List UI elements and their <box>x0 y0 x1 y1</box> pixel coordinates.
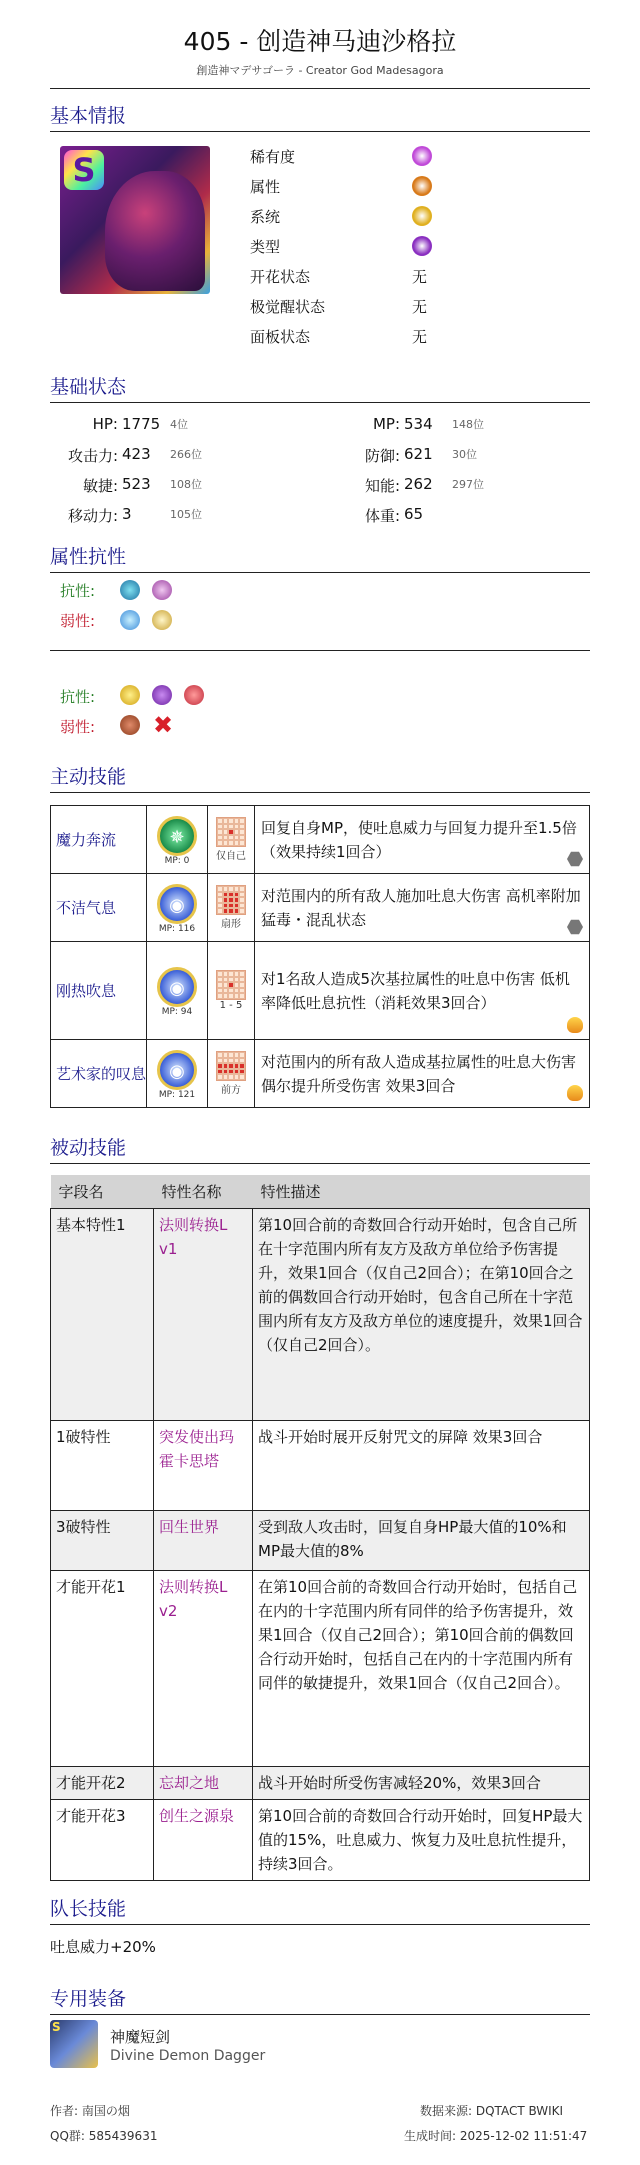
stat-rank: 30位 <box>452 448 477 461</box>
stat-rank: 4位 <box>170 418 188 431</box>
skill-range-cell <box>208 806 255 874</box>
hexagon-tag-icon <box>567 919 583 935</box>
stat-label: 敏捷: <box>82 477 118 495</box>
passive-name: 创生之源泉 <box>154 1800 253 1881</box>
skill-mp-cost: MP: 0 <box>164 855 190 866</box>
skill-orb-icon <box>157 884 197 924</box>
dragon-image <box>105 171 205 291</box>
rarity-badge: S <box>64 150 104 190</box>
passive-header-row <box>51 1175 590 1209</box>
hexagon-tag-icon <box>567 851 583 867</box>
skill-range-cell <box>208 942 255 1040</box>
status-resist-label: 抗性: <box>60 688 96 706</box>
skill-glyph-icon: ◉ <box>169 1060 185 1082</box>
skill-description-cell <box>255 1040 590 1108</box>
col-header-desc: 特性描述 <box>253 1175 590 1209</box>
passive-desc: 第10回合前的奇数回合行动开始时，回复HP最大值的15%，吐息威力、恢复力及吐息抗性提升，持续3回合。 <box>253 1800 590 1881</box>
section-active-skills: 主动技能 <box>50 762 590 793</box>
type-icon <box>412 236 432 256</box>
skill-name: 刚热吹息 <box>51 942 147 1040</box>
skill-mp-cost: MP: 94 <box>161 1006 193 1017</box>
info-label: 稀有度 <box>250 148 296 166</box>
skill-icon-cell <box>147 874 208 942</box>
info-value <box>412 206 432 230</box>
skill-name: 魔力奔流 <box>51 806 147 874</box>
section-equipment: 专用装备 <box>50 1984 590 2015</box>
skill-glyph-icon: ◉ <box>169 894 185 916</box>
range-grid-icon <box>216 1051 246 1081</box>
active-skill-row <box>51 806 590 874</box>
passive-field: 才能开花2 <box>51 1767 154 1800</box>
active-skills-table <box>50 805 590 1108</box>
stat-rank: 148位 <box>452 418 484 431</box>
skill-glyph-icon: ◉ <box>169 977 185 999</box>
stat-rank: 266位 <box>170 448 202 461</box>
rarity-s-icon <box>412 146 432 166</box>
stat-label: HP: <box>92 415 118 433</box>
seal-icon: ✖ <box>152 711 174 739</box>
stat-label: 体重: <box>364 507 400 525</box>
info-value <box>412 236 432 260</box>
footer-source: 数据来源: DQTACT BWIKI <box>420 2104 564 2118</box>
equipment-rarity-badge: S <box>52 2020 61 2034</box>
ice-icon <box>120 610 140 630</box>
skill-description: 对1名敌人造成5次基拉属性的吐息中伤害 低机率降低吐息抗性（消耗效果3回合） <box>261 969 570 1012</box>
skill-range-cell <box>208 874 255 942</box>
passive-name: 忘却之地 <box>154 1767 253 1800</box>
monster-portrait <box>60 146 210 294</box>
section-basic-status: 基础状态 <box>50 372 590 403</box>
stat-value: 262 <box>404 475 433 493</box>
section-basic-info: 基本情报 <box>50 101 590 132</box>
skill-orb-icon <box>157 967 197 1007</box>
passive-desc: 战斗开始时所受伤害减轻20%，效果3回合 <box>253 1767 590 1800</box>
skill-name: 不洁气息 <box>51 874 147 942</box>
range-grid-icon <box>216 817 246 847</box>
skill-range-label: 仅自己 <box>216 851 246 862</box>
footer-time: 生成时间: 2025-12-02 11:51:47 <box>404 2129 588 2143</box>
stat-label: 知能: <box>364 477 400 495</box>
section-passive-skills: 被动技能 <box>50 1133 590 1164</box>
passive-field: 3破特性 <box>51 1511 154 1571</box>
skill-icon-cell <box>147 1040 208 1108</box>
light-icon <box>152 610 172 630</box>
stat-label: 防御: <box>364 447 400 465</box>
info-value <box>412 146 432 170</box>
stat-value: 621 <box>404 445 433 463</box>
skill-mp-cost: MP: 116 <box>158 923 196 934</box>
equipment-name-en: Divine Demon Dagger <box>110 2048 266 2064</box>
skill-orb-icon <box>157 816 197 856</box>
passive-name: 回生世界 <box>154 1511 253 1571</box>
section-leader-skill: 队长技能 <box>50 1894 590 1925</box>
stat-value: 534 <box>404 415 433 433</box>
stat-value: 65 <box>404 505 424 523</box>
dagger-icon <box>50 2020 98 2068</box>
fire-tag-icon <box>567 1085 583 1101</box>
leader-skill-text: 吐息威力+20% <box>50 1938 156 1956</box>
skill-range-label: 前方 <box>221 1085 241 1096</box>
page-title: 405 - 创造神马迪沙格拉 <box>183 27 457 56</box>
skill-orb-icon <box>157 1050 197 1090</box>
active-skill-row <box>51 942 590 1040</box>
skill-range-cell <box>208 1040 255 1108</box>
section-element-resist: 属性抗性 <box>50 542 590 573</box>
page-subtitle: 創造神マデサゴーラ - Creator God Madesagora <box>196 64 444 77</box>
info-value: 无 <box>412 298 428 316</box>
skill-name: 艺术家的叹息 <box>51 1040 147 1108</box>
info-label: 开花状态 <box>250 268 311 286</box>
stat-rank: 105位 <box>170 508 202 521</box>
skill-description-cell <box>255 874 590 942</box>
info-value: 无 <box>412 268 428 286</box>
water-drop-icon <box>120 580 140 600</box>
charm-icon <box>184 685 204 705</box>
info-value <box>412 176 432 200</box>
passive-field: 基本特性1 <box>51 1209 154 1421</box>
passive-name: 法则转换L v2 <box>154 1571 253 1767</box>
passive-skill-row <box>51 1511 590 1571</box>
stat-rank: 297位 <box>452 478 484 491</box>
wind-icon <box>152 580 172 600</box>
stat-label: MP: <box>372 415 400 433</box>
confuse-icon <box>120 685 140 705</box>
skill-description: 回复自身MP，使吐息威力与回复力提升至1.5倍（效果持续1回合） <box>261 818 577 861</box>
stat-value: 523 <box>122 475 151 493</box>
stat-label: 移动力: <box>67 507 118 525</box>
stun-icon <box>120 715 140 735</box>
passive-field: 1破特性 <box>51 1421 154 1511</box>
passive-skill-row <box>51 1421 590 1511</box>
active-skill-row <box>51 874 590 942</box>
title-divider <box>50 88 590 89</box>
range-grid-icon <box>216 885 246 915</box>
stat-value: 423 <box>122 445 151 463</box>
footer-author: 作者: 南国の烟 <box>50 2104 130 2118</box>
range-grid-icon <box>216 970 246 1000</box>
passive-name: 法则转换L v1 <box>154 1209 253 1421</box>
skill-icon-cell <box>147 942 208 1040</box>
info-label: 面板状态 <box>250 328 311 346</box>
element-weak-label: 弱性: <box>60 612 96 630</box>
skill-description-cell <box>255 942 590 1040</box>
info-value: 无 <box>412 328 428 346</box>
skill-description: 对范围内的所有敌人造成基拉属性的吐息大伤害 偶尔提升所受伤害 效果3回合 <box>261 1052 577 1095</box>
passive-desc: 战斗开始时展开反射咒文的屏障 效果3回合 <box>253 1421 590 1511</box>
passive-field: 才能开花3 <box>51 1800 154 1881</box>
stat-value: 3 <box>122 505 132 523</box>
element-icon <box>412 176 432 196</box>
stat-label: 攻击力: <box>67 447 118 465</box>
system-icon <box>412 206 432 226</box>
passive-skill-row <box>51 1571 590 1767</box>
passive-name: 突发使出玛霍卡思塔 <box>154 1421 253 1511</box>
passive-desc: 第10回合前的奇数回合行动开始时，包含自己所在十字范围内所有友方及敌方单位给予伤害提升，效果1回合（仅自己2回合）；在第10回合之前的偶数回合行动开始时，包含自己所在十字范围内所有友方及敌方单位的速度提升，效果1回合（仅自己2回合）。 <box>253 1209 590 1421</box>
passive-skill-row <box>51 1767 590 1800</box>
skill-description-cell <box>255 806 590 874</box>
passive-skill-row <box>51 1800 590 1881</box>
info-label: 系统 <box>250 208 281 226</box>
section-status-resist <box>50 647 590 651</box>
stat-value: 1775 <box>122 415 161 433</box>
skill-mp-cost: MP: 121 <box>158 1089 196 1100</box>
footer-qq: QQ群: 585439631 <box>50 2129 158 2143</box>
passive-field: 才能开花1 <box>51 1571 154 1767</box>
skill-glyph-icon: ✵ <box>169 826 185 848</box>
info-label: 类型 <box>250 238 281 256</box>
fire-tag-icon <box>567 1017 583 1033</box>
col-header-name: 特性名称 <box>154 1175 253 1209</box>
skill-range-label: 1 - 5 <box>219 1000 243 1011</box>
equipment-name: 神魔短剑 <box>110 2028 171 2046</box>
skill-icon-cell <box>147 806 208 874</box>
active-skill-row <box>51 1040 590 1108</box>
skill-range-label: 扇形 <box>221 919 241 930</box>
passive-skill-row <box>51 1209 590 1421</box>
element-resist-label: 抗性: <box>60 582 96 600</box>
poison-icon <box>152 685 172 705</box>
passive-desc: 受到敌人攻击时，回复自身HP最大值的10%和MP最大值的8% <box>253 1511 590 1571</box>
col-header-field: 字段名 <box>51 1175 154 1209</box>
skill-description: 对范围内的所有敌人施加吐息大伤害 高机率附加猛毒・混乱状态 <box>261 886 581 929</box>
stat-rank: 108位 <box>170 478 202 491</box>
passive-skills-table <box>50 1175 590 1881</box>
info-label: 极觉醒状态 <box>250 298 326 316</box>
info-label: 属性 <box>250 178 281 196</box>
status-weak-label: 弱性: <box>60 718 96 736</box>
passive-desc: 在第10回合前的奇数回合行动开始时，包括自己在内的十字范围内所有同伴的给予伤害提升，效果1回合（仅自己2回合）；第10回合前的偶数回合行动开始时，包括自己在内的十字范围内所有同伴的敏捷提升，效果1回合（仅自己2回合）。 <box>253 1571 590 1767</box>
